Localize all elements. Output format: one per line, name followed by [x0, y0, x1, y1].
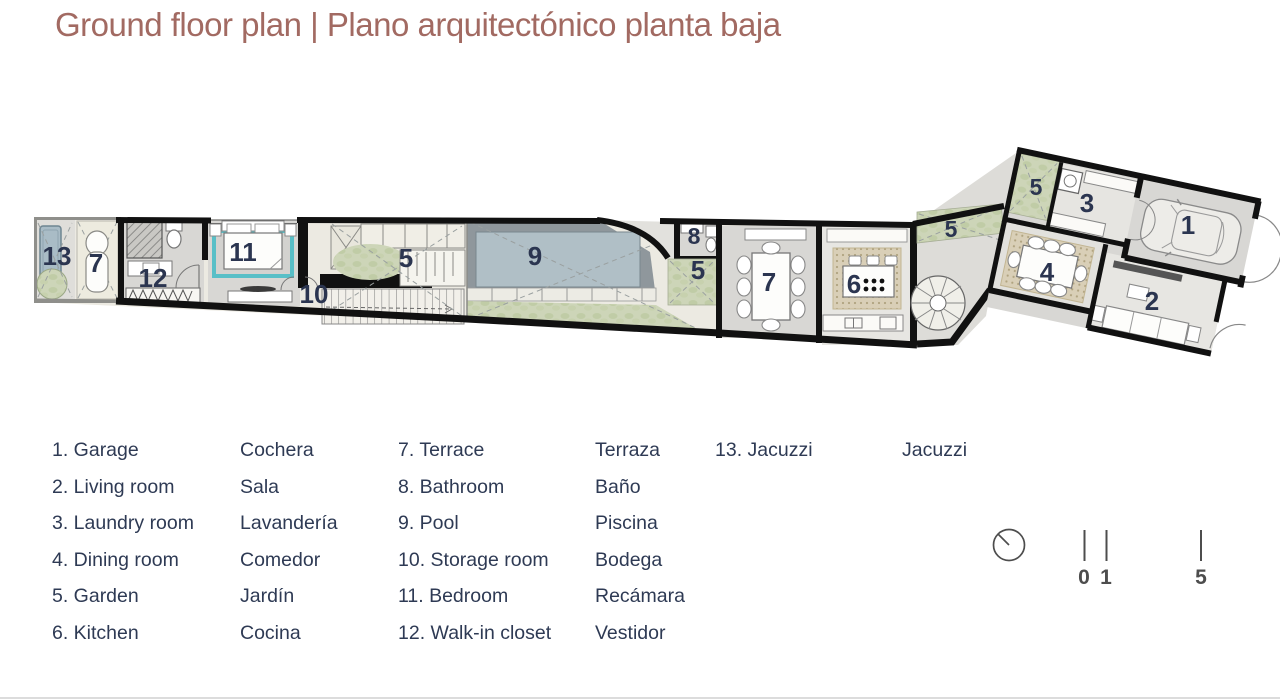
legend-item-es: Cochera	[240, 439, 314, 461]
room-number-closet: 12	[138, 263, 168, 293]
spiral-staircase	[911, 276, 965, 330]
north-arrow-icon	[994, 530, 1025, 561]
room-number-garage: 1	[1180, 210, 1196, 240]
room-number-garden-d: 5	[1029, 174, 1043, 200]
room-number-dining: 4	[1039, 257, 1055, 287]
legend-item: 3. Laundry room	[52, 512, 194, 534]
scale-mark-5: 5	[1195, 566, 1207, 589]
legend-item-es: Piscina	[595, 512, 658, 534]
legend-item: 10. Storage room	[398, 548, 549, 571]
room-number-bedroom: 11	[229, 237, 257, 267]
wall	[816, 225, 822, 343]
main-strip	[35, 153, 1016, 345]
legend-item-es: Terraza	[595, 439, 661, 461]
legend-col-es-2	[595, 432, 685, 651]
legend-item: 1. Garage	[52, 439, 139, 461]
legend-col-es-3	[902, 432, 967, 469]
scale-bar	[1078, 530, 1207, 589]
legend-item: 13. Jacuzzi	[715, 439, 813, 461]
legend-item: 2. Living room	[52, 475, 175, 498]
legend-item: 12. Walk-in closet	[398, 621, 552, 644]
legend-item-es: Jacuzzi	[902, 439, 968, 461]
legend-item-es: Recámara	[595, 585, 685, 607]
scale-mark-1: 1	[1100, 566, 1112, 589]
legend-item-es: Lavandería	[240, 512, 338, 534]
legend-item: 4. Dining room	[52, 548, 179, 571]
room-number-jacuzzi: 13	[42, 241, 72, 271]
legend-item-es: Sala	[240, 475, 280, 498]
legend-item-es: Bodega	[595, 548, 663, 571]
wall	[118, 218, 124, 303]
legend-item: 11. Bedroom	[398, 585, 509, 607]
wall	[716, 221, 722, 338]
legend-item-es: Jardín	[240, 585, 295, 607]
legend-item-es: Comedor	[240, 548, 321, 571]
room-number-garden-c: 5	[944, 216, 958, 242]
wall	[202, 218, 208, 260]
room-number-bathroom: 8	[687, 223, 701, 249]
legend-item: 8. Bathroom	[398, 475, 505, 498]
room-number-garden-b: 5	[690, 255, 706, 285]
legend-item-es: Cocina	[240, 621, 301, 644]
rotated-block	[983, 147, 1280, 367]
room-number-laundry: 3	[1079, 188, 1095, 218]
legend-col-en-1	[52, 432, 194, 651]
legend-item-es: Baño	[595, 475, 641, 498]
legend-col-en-3	[715, 432, 813, 469]
page-title: Ground floor plan | Plano arquitectónico planta baja	[55, 6, 781, 43]
legend-item: 7. Terrace	[398, 439, 485, 461]
legend-item: 9. Pool	[398, 512, 459, 534]
room-number-living: 2	[1144, 286, 1160, 316]
room-number-storage: 10	[299, 279, 329, 309]
room-number-terrace-l: 7	[88, 248, 104, 278]
room-number-terrace-r: 7	[761, 267, 777, 297]
room-number-garden-a: 5	[398, 243, 414, 273]
wall	[910, 224, 917, 345]
room-number-pool: 9	[527, 241, 543, 271]
legend-item: 5. Garden	[52, 585, 139, 607]
room-number-kitchen: 6	[846, 269, 862, 299]
scale-mark-0: 0	[1078, 566, 1090, 589]
legend-item: 6. Kitchen	[52, 621, 139, 644]
legend-col-en-2	[398, 432, 551, 651]
legend-item-es: Vestidor	[595, 621, 666, 644]
legend-col-es-1	[240, 432, 338, 651]
room-kitchen	[822, 226, 912, 345]
